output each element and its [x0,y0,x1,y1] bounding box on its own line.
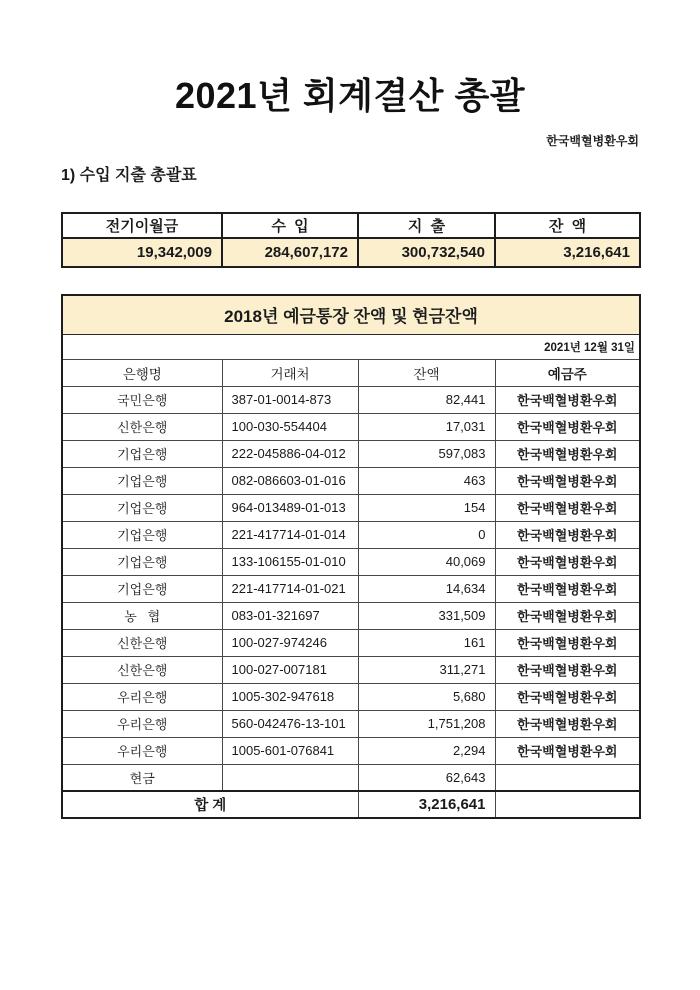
table-row-cash [62,764,640,791]
total-label: 합 계 [62,791,358,818]
balance-table-date-row [62,334,640,359]
balance-value: 3,216,641 [495,238,640,267]
table-row [62,440,640,467]
account-number-cell: 222-045886-04-012 [222,440,358,467]
account-holder-cell: 한국백혈병환우회 [495,494,640,521]
bank-name-cell: 우리은행 [62,710,222,737]
balance-cell: 17,031 [358,413,495,440]
account-holder-cell: 한국백혈병환우회 [495,629,640,656]
account-holder-cell: 한국백혈병환우회 [495,737,640,764]
bank-name-cell: 기업은행 [62,494,222,521]
carryover-value: 19,342,009 [62,238,222,267]
table-row [62,629,640,656]
bank-name-cell: 기업은행 [62,548,222,575]
summary-header-row [62,213,640,238]
bank-name-cell: 기업은행 [62,440,222,467]
account-number-cell: 1005-302-947618 [222,683,358,710]
bank-name-cell: 현금 [62,764,222,791]
account-number-cell: 083-01-321697 [222,602,358,629]
table-row [62,602,640,629]
table-row [62,710,640,737]
balance-cell: 463 [358,467,495,494]
balance-table-title: 2018년 예금통장 잔액 및 현금잔액 [62,295,640,334]
bank-name-cell: 신한은행 [62,656,222,683]
total-row [62,791,640,818]
col-header-account: 거래처 [222,359,358,386]
account-holder-cell: 한국백혈병환우회 [495,521,640,548]
table-row [62,575,640,602]
balance-cell: 82,441 [358,386,495,413]
account-number-cell: 221-417714-01-021 [222,575,358,602]
document-title: 2021년 회계결산 총괄 [174,75,526,116]
balance-cell: 0 [358,521,495,548]
balance-cell: 62,643 [358,764,495,791]
income-expense-summary-table [61,212,641,268]
account-number-cell [222,764,358,791]
bank-name-cell: 우리은행 [62,737,222,764]
balance-table-title-row [62,295,640,334]
balance-cell: 154 [358,494,495,521]
bank-name-cell: 신한은행 [62,629,222,656]
account-number-cell: 1005-601-076841 [222,737,358,764]
col-header-balance: 잔 액 [495,213,640,238]
table-row [62,656,640,683]
bank-name-cell: 우리은행 [62,683,222,710]
account-number-cell: 100-027-007181 [222,656,358,683]
account-holder-cell: 한국백혈병환우회 [495,656,640,683]
table-row [62,548,640,575]
col-header-carryover: 전기이월금 [62,213,222,238]
income-value: 284,607,172 [222,238,358,267]
balance-cell: 2,294 [358,737,495,764]
table-row [62,386,640,413]
account-holder-cell: 한국백혈병환우회 [495,413,640,440]
balance-cell: 40,069 [358,548,495,575]
table-row [62,737,640,764]
bank-balance-table [61,294,641,819]
col-header-bank-name: 은행명 [62,359,222,386]
balance-cell: 5,680 [358,683,495,710]
account-number-cell: 387-01-0014-873 [222,386,358,413]
col-header-income: 수 입 [222,213,358,238]
account-holder-cell [495,764,640,791]
account-holder-cell: 한국백혈병환우회 [495,602,640,629]
summary-value-row [62,238,640,267]
account-number-cell: 221-417714-01-014 [222,521,358,548]
balance-cell: 597,083 [358,440,495,467]
account-holder-cell: 한국백혈병환우회 [495,683,640,710]
account-number-cell: 100-027-974246 [222,629,358,656]
bank-name-cell: 기업은행 [62,467,222,494]
account-holder-cell: 한국백혈병환우회 [495,386,640,413]
total-empty-cell [495,791,640,818]
account-number-cell: 560-042476-13-101 [222,710,358,737]
account-holder-cell: 한국백혈병환우회 [495,575,640,602]
table-row [62,413,640,440]
account-number-cell: 082-086603-01-016 [222,467,358,494]
table-row [62,467,640,494]
account-holder-cell: 한국백혈병환우회 [495,710,640,737]
account-holder-cell: 한국백혈병환우회 [495,548,640,575]
account-holder-cell: 한국백혈병환우회 [495,440,640,467]
bank-name-cell: 국민은행 [62,386,222,413]
col-header-expense: 지 출 [358,213,495,238]
table-row [62,494,640,521]
balance-cell: 1,751,208 [358,710,495,737]
account-number-cell: 964-013489-01-013 [222,494,358,521]
account-holder-cell: 한국백혈병환우회 [495,467,640,494]
balance-cell: 14,634 [358,575,495,602]
balance-cell: 161 [358,629,495,656]
table-row [62,521,640,548]
bank-name-cell: 신한은행 [62,413,222,440]
total-value: 3,216,641 [358,791,495,818]
bank-name-cell: 기업은행 [62,575,222,602]
col-header-balance: 잔액 [358,359,495,386]
section-heading: 1) 수입 지출 총괄표 [61,167,197,185]
organization-name: 한국백혈병환우회 [546,134,639,149]
balance-cell: 311,271 [358,656,495,683]
account-number-cell: 133-106155-01-010 [222,548,358,575]
account-number-cell: 100-030-554404 [222,413,358,440]
table-row [62,683,640,710]
bank-name-cell: 기업은행 [62,521,222,548]
col-header-holder: 예금주 [495,359,640,386]
expense-value: 300,732,540 [358,238,495,267]
balance-cell: 331,509 [358,602,495,629]
bank-name-cell: 농 협 [62,602,222,629]
balance-table-header-row [62,359,640,386]
balance-date: 2021년 12월 31일 [62,334,640,359]
